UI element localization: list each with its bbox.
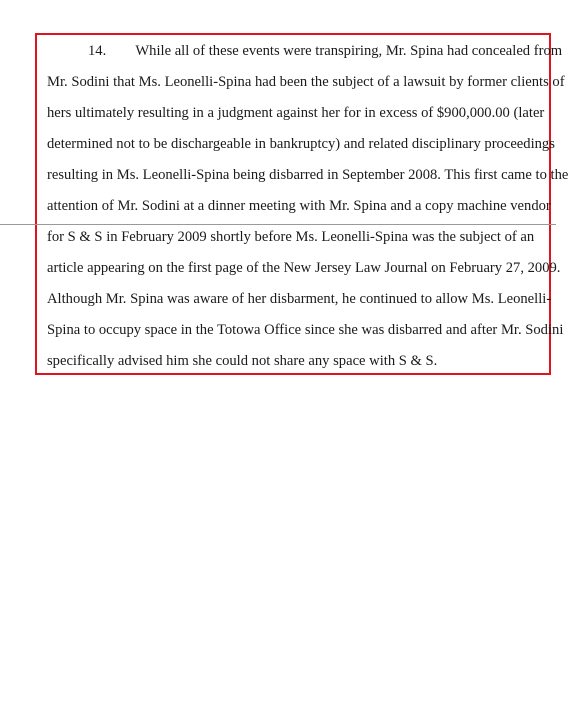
paragraph-line-2: Mr. Sodini that Ms. Leonelli-Spina had been the subject of a lawsuit by former clients of [47,74,565,90]
paragraph-line-1-text: While all of these events were transpiring, Mr. Spina had concealed from [135,43,563,59]
paragraph-line-1 [88,42,562,60]
paragraph-line-6: attention of Mr. Sodini at a dinner meeting with Mr. Spina and a copy machine vendor [47,198,551,214]
paragraph-line-5: resulting in Ms. Leonelli-Spina being disbarred in September 2008. This first came to the [47,167,569,183]
paragraph-line-7: for S & S in February 2009 shortly before Ms. Leonelli-Spina was the subject of an [47,229,535,245]
paragraph-line-8: article appearing on the first page of the New Jersey Law Journal on February 27, 2009. [47,260,561,276]
paragraph-number: 14. [88,43,107,59]
scan-divider-line [0,224,556,225]
paragraph-line-10: Spina to occupy space in the Totowa Office since she was disbarred and after Mr. Sodini [47,322,564,338]
paragraph-line-4: determined not to be dischargeable in bankruptcy) and related disciplinary proceedings [47,136,555,152]
paragraph-line-11: specifically advised him she could not share any space with S & S. [47,353,438,369]
paragraph-line-9: Although Mr. Spina was aware of her disbarment, he continued to allow Ms. Leonelli- [47,291,552,307]
paragraph-line-3: hers ultimately resulting in a judgment against her for in excess of $900,000.00 (later [47,105,545,121]
